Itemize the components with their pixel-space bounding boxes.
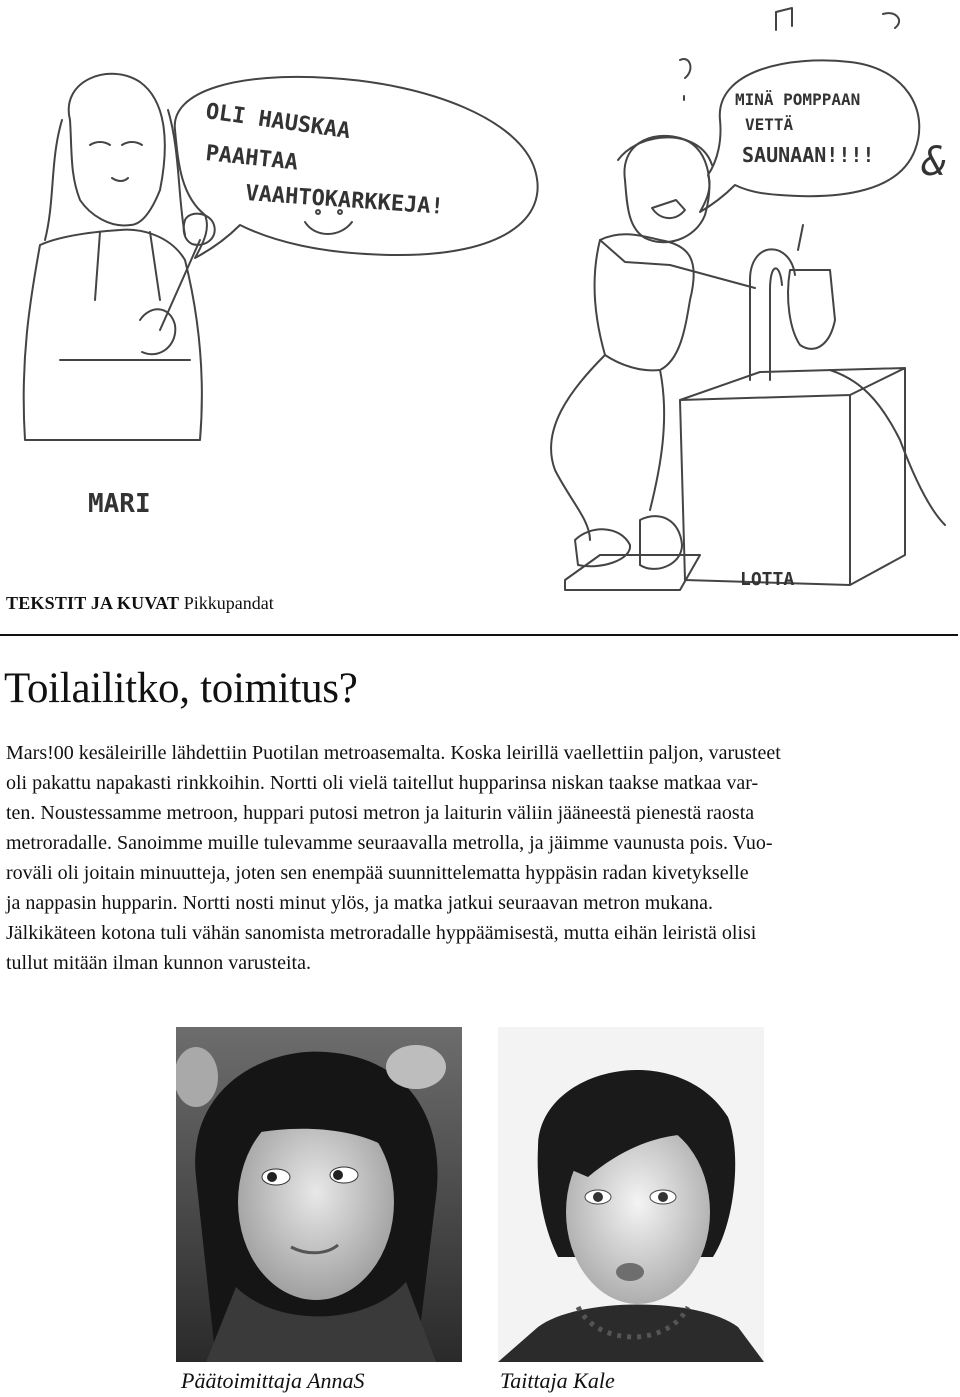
- body-line: oli pakattu napakasti rinkkoihin. Nortti oli vielä taitellut hupparinsa niskan taakse matkaa var-: [6, 772, 759, 794]
- divider: [0, 634, 958, 636]
- name-lotta: LOTTA: [740, 569, 795, 590]
- article-title: Toilailitko, toimitus?: [4, 665, 358, 712]
- speech-left-line-2: PAAHTAA: [204, 141, 300, 176]
- caption-annas: Päätoimittaja AnnaS: [181, 1368, 365, 1393]
- credit-authors: Pikkupandat: [183, 593, 274, 613]
- body-line: ja nappasin hupparin. Nortti nosti minut ylös, ja matka jatkui seuraavan metron mukana.: [6, 892, 714, 914]
- body-line: roväli oli joitain minuutteja, joten sen enempää suunnittelematta hyppäsin radan kivetykselle: [6, 862, 749, 884]
- body-line: metroradalle. Sanoimme muille tulevamme seuraavalla metrolla, ja jäimme vaunusta pois. Vuo-: [6, 832, 773, 854]
- sauna-box: [680, 368, 905, 585]
- credit-label: TEKSTIT JA KUVAT: [6, 593, 180, 613]
- photo-annas: [176, 1027, 462, 1362]
- body-line: tullut mitään ilman kunnon varusteita.: [6, 952, 311, 974]
- name-mari: MARI: [88, 489, 151, 519]
- body-line: Jälkikäteen kotona tuli vähän sanomista metroradalle hyppäämisestä, mutta eihän leiristä olisi: [6, 922, 757, 944]
- ampersand-doodle: &: [922, 139, 947, 185]
- photo-kale: [498, 1027, 764, 1362]
- speech-left-line-1: OLI HAUSKAA: [204, 99, 352, 145]
- speech-right-line-1: MINÄ POMPPAAN: [735, 90, 861, 109]
- caption-kale: Taittaja Kale: [500, 1368, 615, 1393]
- sketch-illustration: [0, 0, 960, 600]
- speech-left-line-3: VAAHTOKARKKEJA!: [244, 181, 445, 220]
- credit-line: [6, 593, 274, 614]
- body-line: ten. Noustessamme metroon, huppari putosi metron ja laiturin väliin jääneestä pienestä raosta: [6, 802, 755, 824]
- speech-right-line-2: VETTÄ: [745, 115, 794, 134]
- speech-right-line-3: SAUNAAN!!!!: [742, 143, 875, 167]
- body-line: Mars!00 kesäleirille lähdettiin Puotilan metroasemalta. Koska leirillä vaellettiin paljon, varusteet: [6, 742, 781, 764]
- article-body: [6, 738, 954, 978]
- speech-bubble-right: [700, 60, 919, 212]
- figure-lotta: [624, 136, 709, 242]
- figure-mari: [69, 74, 165, 226]
